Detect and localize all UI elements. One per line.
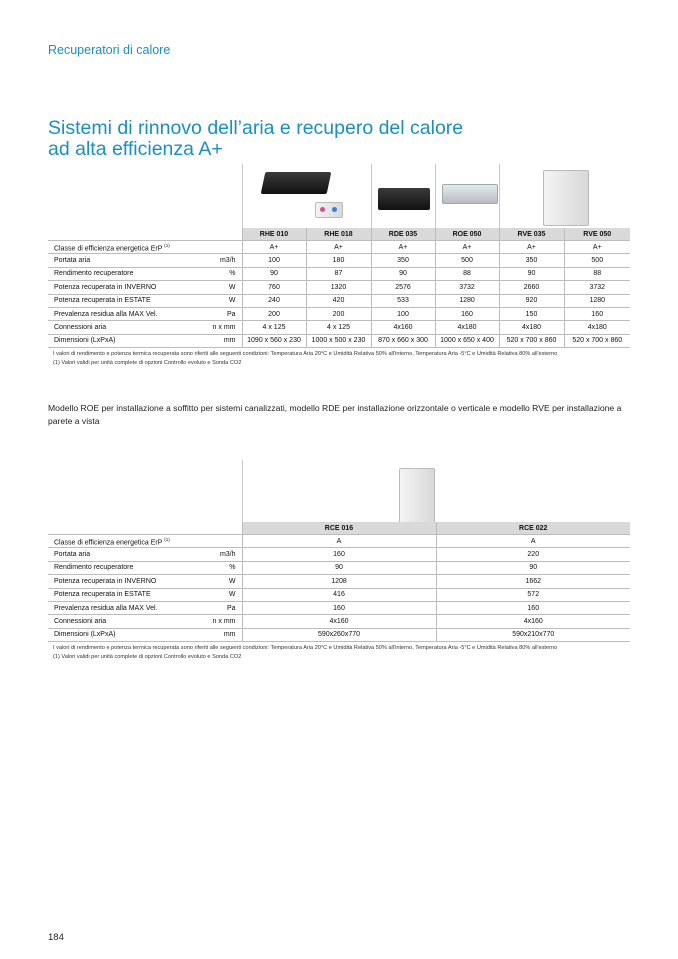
row-unit: % — [198, 267, 242, 280]
row-label-text: Rendimento recuperatore — [54, 564, 134, 572]
row-label — [48, 588, 198, 601]
row-label-text: Portata aria — [54, 257, 91, 265]
table-cell: 416 — [242, 588, 436, 601]
table-cell: 2660 — [499, 281, 564, 294]
product-image-rve — [499, 164, 629, 228]
table-row — [48, 535, 630, 548]
table-row — [48, 281, 630, 294]
heat-recovery-unit-rve-image — [543, 170, 589, 226]
page-title-line-1: Sistemi di rinnovo dell’aria e recupero del calore — [48, 117, 464, 139]
table-cell: 1280 — [564, 294, 630, 307]
row-label — [48, 548, 198, 561]
table-cell: 1662 — [436, 575, 630, 588]
table-cell: 920 — [499, 294, 564, 307]
table-cell: 88 — [564, 267, 630, 280]
table-row — [48, 267, 630, 280]
table-cell: A — [436, 535, 630, 548]
row-unit: W — [198, 588, 242, 601]
heat-recovery-unit-rhe-image — [261, 172, 332, 194]
row-unit: m3/h — [198, 548, 242, 561]
table-row — [48, 575, 630, 588]
footnote-marker: (1) — [164, 242, 170, 248]
table-header-blank — [48, 522, 242, 535]
product-image-roe — [435, 164, 499, 228]
row-unit: Pa — [198, 601, 242, 614]
table-cell: 500 — [564, 254, 630, 267]
page-title-line-2: ad alta efficienza A+ — [48, 138, 223, 160]
row-label-text: Potenza recuperata in INVERNO — [54, 283, 157, 291]
row-label-text: Rendimento recuperatore — [54, 270, 134, 278]
heat-recovery-unit-roe-image — [442, 184, 498, 204]
table-row — [48, 601, 630, 614]
row-label — [48, 615, 198, 628]
table-cell: A+ — [435, 241, 499, 254]
column-header: RVE 035 — [499, 228, 564, 241]
table-cell: 90 — [242, 267, 306, 280]
row-label — [48, 321, 198, 334]
table-cell: A+ — [242, 241, 306, 254]
column-header: RHE 018 — [306, 228, 371, 241]
table-cell: 1280 — [435, 294, 499, 307]
row-unit: W — [198, 575, 242, 588]
column-header: ROE 050 — [435, 228, 499, 241]
row-unit: W — [198, 294, 242, 307]
row-label-text: Classe di efficienza energetica ErP — [54, 244, 163, 252]
table-row — [48, 241, 630, 254]
table-cell: 572 — [436, 588, 630, 601]
row-label-text: Prevalenza residua alla MAX Vel. — [54, 604, 158, 612]
table-cell: 500 — [435, 254, 499, 267]
row-label — [48, 334, 198, 347]
row-unit: n x mm — [198, 615, 242, 628]
product-images-2 — [242, 460, 629, 522]
table-cell: 87 — [306, 267, 371, 280]
table-row — [48, 307, 630, 320]
row-label — [48, 575, 198, 588]
row-unit — [198, 535, 242, 548]
table-cell: A+ — [564, 241, 630, 254]
table-cell: 3732 — [435, 281, 499, 294]
spec-table-1 — [48, 228, 630, 348]
column-header: RVE 050 — [564, 228, 630, 241]
row-label-text: Dimensioni (LxPxA) — [54, 337, 116, 345]
row-unit: W — [198, 281, 242, 294]
table-cell: 420 — [306, 294, 371, 307]
row-label — [48, 561, 198, 574]
table-cell: 100 — [242, 254, 306, 267]
row-unit: Pa — [198, 307, 242, 320]
column-header: RDE 035 — [371, 228, 435, 241]
table-cell: 1090 x 560 x 230 — [242, 334, 306, 347]
spec-table-2 — [48, 522, 630, 642]
table-cell: 1320 — [306, 281, 371, 294]
table-1-notes — [53, 350, 557, 368]
table-cell: 160 — [436, 601, 630, 614]
table-row — [48, 588, 630, 601]
table-row — [48, 321, 630, 334]
table-cell: 200 — [306, 307, 371, 320]
row-label — [48, 241, 198, 254]
table-cell: 220 — [436, 548, 630, 561]
table-cell: 590x260x770 — [242, 628, 436, 641]
table-cell: 90 — [436, 561, 630, 574]
product-image-rde — [371, 164, 435, 228]
table-cell: 1208 — [242, 575, 436, 588]
heat-recovery-unit-rce-image — [399, 468, 435, 524]
table-cell: 2576 — [371, 281, 435, 294]
row-unit: mm — [198, 334, 242, 347]
table-row — [48, 615, 630, 628]
table-cell: 88 — [435, 267, 499, 280]
section-title: Recuperatori di calore — [48, 43, 171, 57]
table-row — [48, 294, 630, 307]
product-images-1 — [242, 164, 629, 228]
table-cell: 520 x 700 x 860 — [499, 334, 564, 347]
row-unit — [198, 241, 242, 254]
remote-control-image — [315, 202, 343, 218]
column-header: RHE 010 — [242, 228, 306, 241]
row-label-text: Potenza recuperata in ESTATE — [54, 297, 151, 305]
row-unit: mm — [198, 628, 242, 641]
row-label — [48, 254, 198, 267]
table-row — [48, 561, 630, 574]
row-label — [48, 267, 198, 280]
row-label-text: Connessioni aria — [54, 618, 107, 626]
footnote-marker: (1) — [164, 536, 170, 542]
page-number: 184 — [48, 932, 64, 943]
row-label-text: Portata aria — [54, 551, 91, 559]
table-cell: 4x160 — [436, 615, 630, 628]
table-cell: 4 x 125 — [242, 321, 306, 334]
row-unit: % — [198, 561, 242, 574]
table-cell: 3732 — [564, 281, 630, 294]
table-cell: 4x160 — [371, 321, 435, 334]
row-label-text: Potenza recuperata in INVERNO — [54, 577, 157, 585]
product-image-rce — [242, 460, 629, 522]
table-2-note-options: (1) Valori validi per unità complete di opzioni Controllo evoluto e Sonda CO2 — [53, 654, 242, 660]
row-unit: m3/h — [198, 254, 242, 267]
row-label — [48, 294, 198, 307]
model-description: Modello ROE per installazione a soffitto per sistemi canalizzati, modello RDE per installazione orizzontale o verticale e modello RVE per installazione a parete a vista — [48, 403, 622, 426]
table-row — [48, 548, 630, 561]
table-cell: 350 — [499, 254, 564, 267]
table-cell: 160 — [242, 601, 436, 614]
table-header-row — [48, 228, 630, 241]
table-2-notes — [53, 644, 557, 662]
table-cell: 760 — [242, 281, 306, 294]
table-cell: A+ — [306, 241, 371, 254]
table-cell: A — [242, 535, 436, 548]
product-image-rhe — [242, 164, 371, 228]
table-cell: 180 — [306, 254, 371, 267]
table-cell: 533 — [371, 294, 435, 307]
row-unit: n x mm — [198, 321, 242, 334]
row-label-text: Potenza recuperata in ESTATE — [54, 591, 151, 599]
table-cell: 4x180 — [564, 321, 630, 334]
table-1-note-options: (1) Valori validi per unità complete di opzioni Controllo evoluto e Sonda CO2 — [53, 360, 242, 366]
table-cell: 90 — [242, 561, 436, 574]
table-cell: 160 — [564, 307, 630, 320]
row-label — [48, 628, 198, 641]
column-header: RCE 016 — [242, 522, 436, 535]
table-row — [48, 334, 630, 347]
table-header-row — [48, 522, 630, 535]
table-1-note-conditions: I valori di rendimento e potenza termica recuperata sono riferiti alle seguenti condizioni: Temperatura Aria 20°C e Umidità Relativa 50% all'interno, Temperatura Aria -5°C e Umidità Relativa 80% all'esterno — [53, 351, 558, 357]
table-cell: 4x160 — [242, 615, 436, 628]
table-cell: 160 — [242, 548, 436, 561]
table-cell: 4x180 — [435, 321, 499, 334]
page-title — [48, 118, 463, 160]
row-label-text: Classe di efficienza energetica ErP — [54, 538, 163, 546]
table-cell: 100 — [371, 307, 435, 320]
table-header-blank — [48, 228, 242, 241]
table-row — [48, 254, 630, 267]
heat-recovery-unit-rde-image — [378, 188, 430, 210]
table-cell: 160 — [435, 307, 499, 320]
table-cell: 90 — [499, 267, 564, 280]
table-cell: 870 x 660 x 300 — [371, 334, 435, 347]
table-cell: 520 x 700 x 860 — [564, 334, 630, 347]
row-label — [48, 535, 198, 548]
table-cell: 1000 x 650 x 400 — [435, 334, 499, 347]
row-label-text: Prevalenza residua alla MAX Vel. — [54, 310, 158, 318]
row-label — [48, 307, 198, 320]
table-cell: 200 — [242, 307, 306, 320]
table-cell: A+ — [499, 241, 564, 254]
table-cell: 150 — [499, 307, 564, 320]
table-cell: 4 x 125 — [306, 321, 371, 334]
table-cell: 350 — [371, 254, 435, 267]
row-label — [48, 601, 198, 614]
column-header: RCE 022 — [436, 522, 630, 535]
table-cell: A+ — [371, 241, 435, 254]
row-label — [48, 281, 198, 294]
row-label-text: Dimensioni (LxPxA) — [54, 631, 116, 639]
table-cell: 1000 x 500 x 230 — [306, 334, 371, 347]
table-cell: 590x210x770 — [436, 628, 630, 641]
table-row — [48, 628, 630, 641]
table-2-note-conditions: I valori di rendimento e potenza termica recuperata sono riferiti alle seguenti condizioni: Temperatura Aria 20°C e Umidità Relativa 50% all'interno, Temperatura Aria -5°C e Umidità Relativa 80% all'esterno — [53, 645, 558, 651]
row-label-text: Connessioni aria — [54, 324, 107, 332]
table-cell: 4x180 — [499, 321, 564, 334]
table-cell: 240 — [242, 294, 306, 307]
table-cell: 90 — [371, 267, 435, 280]
